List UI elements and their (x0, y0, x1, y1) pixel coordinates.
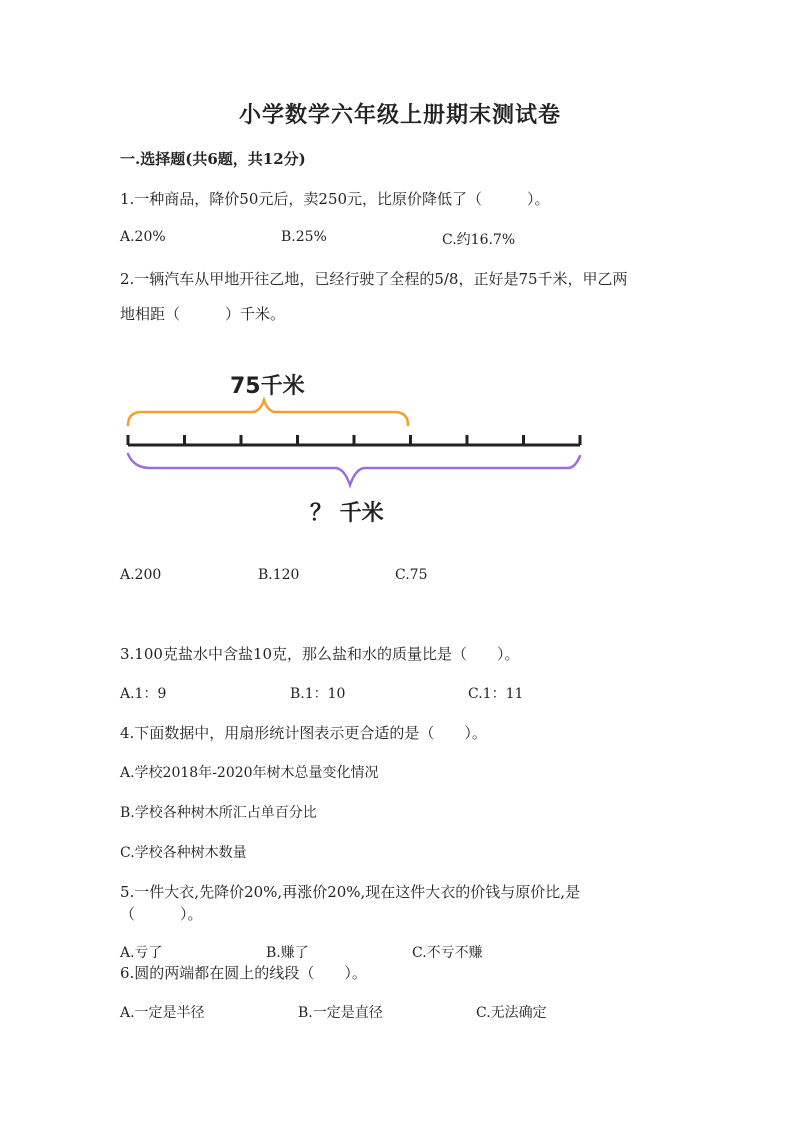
question-3-option-b: B.1：10 (290, 686, 346, 702)
question-4-option-c: C.学校各种树木数量 (120, 845, 247, 861)
question-5-option-c: C.不亏不赚 (412, 945, 483, 961)
question-2-option-c: C.75 (395, 567, 428, 583)
question-4-stem: 4.下面数据中，用扇形统计图表示更合适的是（ ）。 (120, 724, 487, 742)
question-5-option-b: B.赚了 (266, 945, 309, 961)
question-2-option-b: B.120 (258, 567, 300, 583)
question-2-stem-line2: 地相距（ ）千米。 (120, 305, 286, 323)
question-2-stem-line1: 2.一辆汽车从甲地开往乙地，已经行驶了全程的5/8，正好是75千米，甲乙两 (120, 270, 628, 288)
question-3-option-a: A.1：9 (120, 686, 167, 702)
diagram-bottom-label: ？ 千米 (310, 501, 384, 526)
section-heading: 一.选择题(共6题，共12分) (120, 150, 306, 168)
question-5-option-a: A.亏了 (120, 945, 163, 961)
question-4-option-a: A.学校2018年-2020年树木总量变化情况 (120, 765, 379, 781)
question-6-option-c: C.无法确定 (476, 1005, 547, 1021)
question-6-option-b: B.一定是直径 (298, 1005, 383, 1021)
question-2-option-a: A.200 (120, 567, 162, 583)
question-3-option-c: C.1：11 (468, 686, 524, 702)
diagram-top-label: 75千米 (230, 374, 305, 399)
segment-diagram (120, 360, 600, 530)
question-5-stem-line2: （ ）。 (120, 905, 203, 923)
question-1-option-b: B.25% (281, 229, 327, 245)
page-title: 小学数学六年级上册期末测试卷 (238, 102, 561, 128)
question-3-stem: 3.100克盐水中含盐10克，那么盐和水的质量比是（ ）。 (120, 645, 520, 663)
question-4-option-b: B.学校各种树木所汇占单百分比 (120, 805, 317, 821)
question-6-stem: 6.圆的两端都在圆上的线段（ ）。 (120, 964, 367, 982)
known-distance-brace (128, 400, 408, 425)
total-distance-brace (128, 454, 580, 485)
question-1-option-c: C.约16.7% (442, 232, 516, 248)
question-1-stem: 1.一种商品，降价50元后，卖250元，比原价降低了（ ）。 (120, 190, 550, 208)
question-1-option-a: A.20% (120, 229, 166, 245)
number-line (128, 435, 580, 445)
question-5-stem-line1: 5.一件大衣,先降价20%,再涨价20%,现在这件大衣的价钱与原价比,是 (120, 883, 581, 901)
question-6-option-a: A.一定是半径 (120, 1005, 205, 1021)
